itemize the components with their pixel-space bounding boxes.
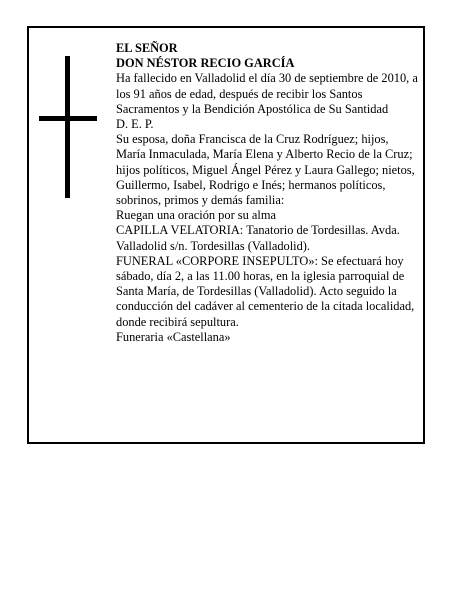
- dep-line: D. E. P.: [116, 117, 154, 132]
- prayer-line: Ruegan una oración por su alma: [116, 208, 276, 223]
- funeral-paragraph: FUNERAL «CORPORE INSEPULTO»: Se efectuará hoy sábado, día 2, a las 11.00 horas, en la iglesia parroquial de Santa María, de Tordesillas (Valladolid). Acto seguido la conducción del cadáver al cementerio de la citada localidad, donde recibirá sepultura.: [116, 253, 415, 329]
- funeral-home-line: Funeraria «Castellana»: [116, 329, 231, 344]
- cross-vertical-bar: [65, 56, 70, 198]
- cross-icon: [39, 56, 97, 198]
- deceased-name: DON NÉSTOR RECIO GARCÍA: [116, 56, 295, 71]
- heading-line-1: EL SEÑOR: [116, 41, 178, 55]
- chapel-paragraph: CAPILLA VELATORIA: Tanatorio de Tordesillas. Avda. Valladolid s/n. Tordesillas (Valladolid).: [116, 223, 400, 253]
- death-paragraph: Ha fallecido en Valladolid el día 30 de septiembre de 2010, a los 91 años de edad, después de recibir los Santos Sacramentos y la Bendición Apostólica de Su Santidad: [116, 71, 418, 116]
- obituary-notice: [27, 26, 425, 444]
- family-paragraph: Su esposa, doña Francisca de la Cruz Rodríguez; hijos, María Inmaculada, María Elena y Alberto Recio de la Cruz; hijos políticos, Miguel Ángel Pérez y Laura Gallego; nietos, Guillermo, Isabel, Rodrigo e Inés; hermanos políticos, sobrinos, primos y demás familia:: [116, 132, 415, 208]
- cross-horizontal-bar: [39, 116, 97, 121]
- notice-text: [116, 41, 418, 345]
